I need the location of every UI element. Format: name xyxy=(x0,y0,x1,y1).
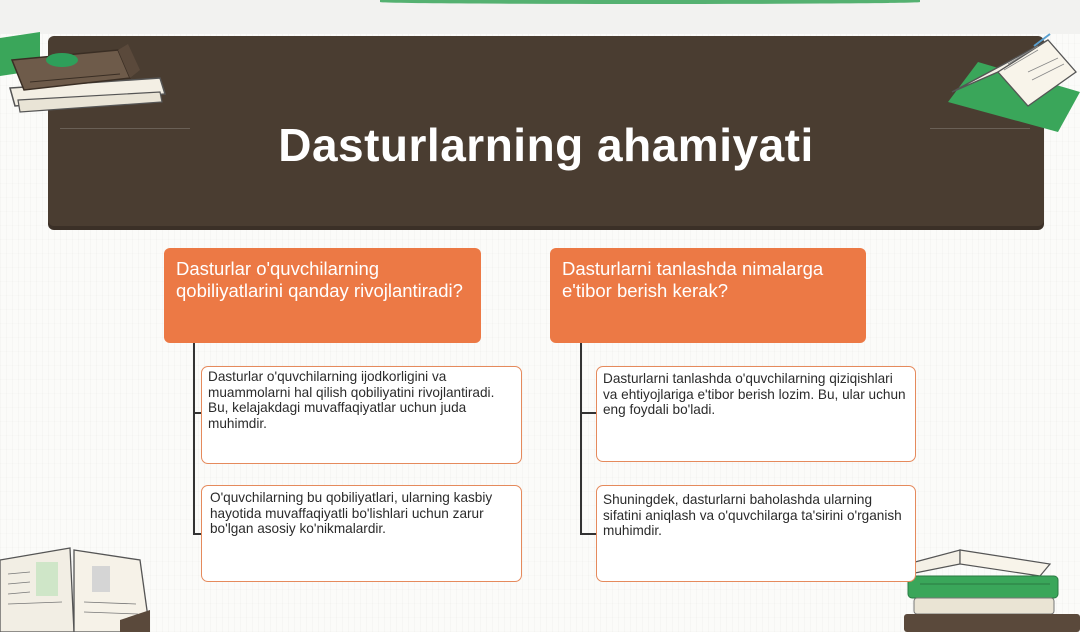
connector-vertical-left xyxy=(193,343,195,534)
open-book-icon xyxy=(938,32,1080,142)
page-title: Dasturlarning ahamiyati xyxy=(278,119,814,171)
question-card-skills: Dasturlar o'quvchilarning qobiliyatlarini qanday rivojlantiradi? xyxy=(164,248,481,343)
connector-vertical-right xyxy=(580,343,582,534)
top-strip xyxy=(0,0,1080,34)
answer-card: O'quvchilarning bu qobiliyatlari, ularning kasbiy hayotida muvaffaqiyatli bo'lishlari uchun zarur bo'lgan asosiy ko'nikmalardir. xyxy=(201,485,522,582)
connector-branch xyxy=(580,533,597,535)
open-book-icon xyxy=(0,540,150,632)
connector-branch xyxy=(580,412,597,414)
book-stack-icon xyxy=(0,30,175,130)
question-card-selection: Dasturlarni tanlashda nimalarga e'tibor berish kerak? xyxy=(550,248,866,343)
top-accent-line xyxy=(380,0,920,4)
answer-card: Dasturlar o'quvchilarning ijodkorligini va muammolarni hal qilish qobiliyatini rivojlantiradi. Bu, kelajakdagi muvaffaqiyatlar uchun juda muhimdir. xyxy=(201,366,522,464)
answer-card: Dasturlarni tanlashda o'quvchilarning qiziqishlari va ehtiyojlariga e'tibor berish lozim. Bu, ular uchun eng foydali bo'ladi. xyxy=(596,366,916,462)
book-stack-icon xyxy=(890,520,1080,632)
answer-card: Shuningdek, dasturlarni baholashda ularning sifatini aniqlash va o'quvchilarga ta'sirini o'rganish muhimdir. xyxy=(596,485,916,582)
